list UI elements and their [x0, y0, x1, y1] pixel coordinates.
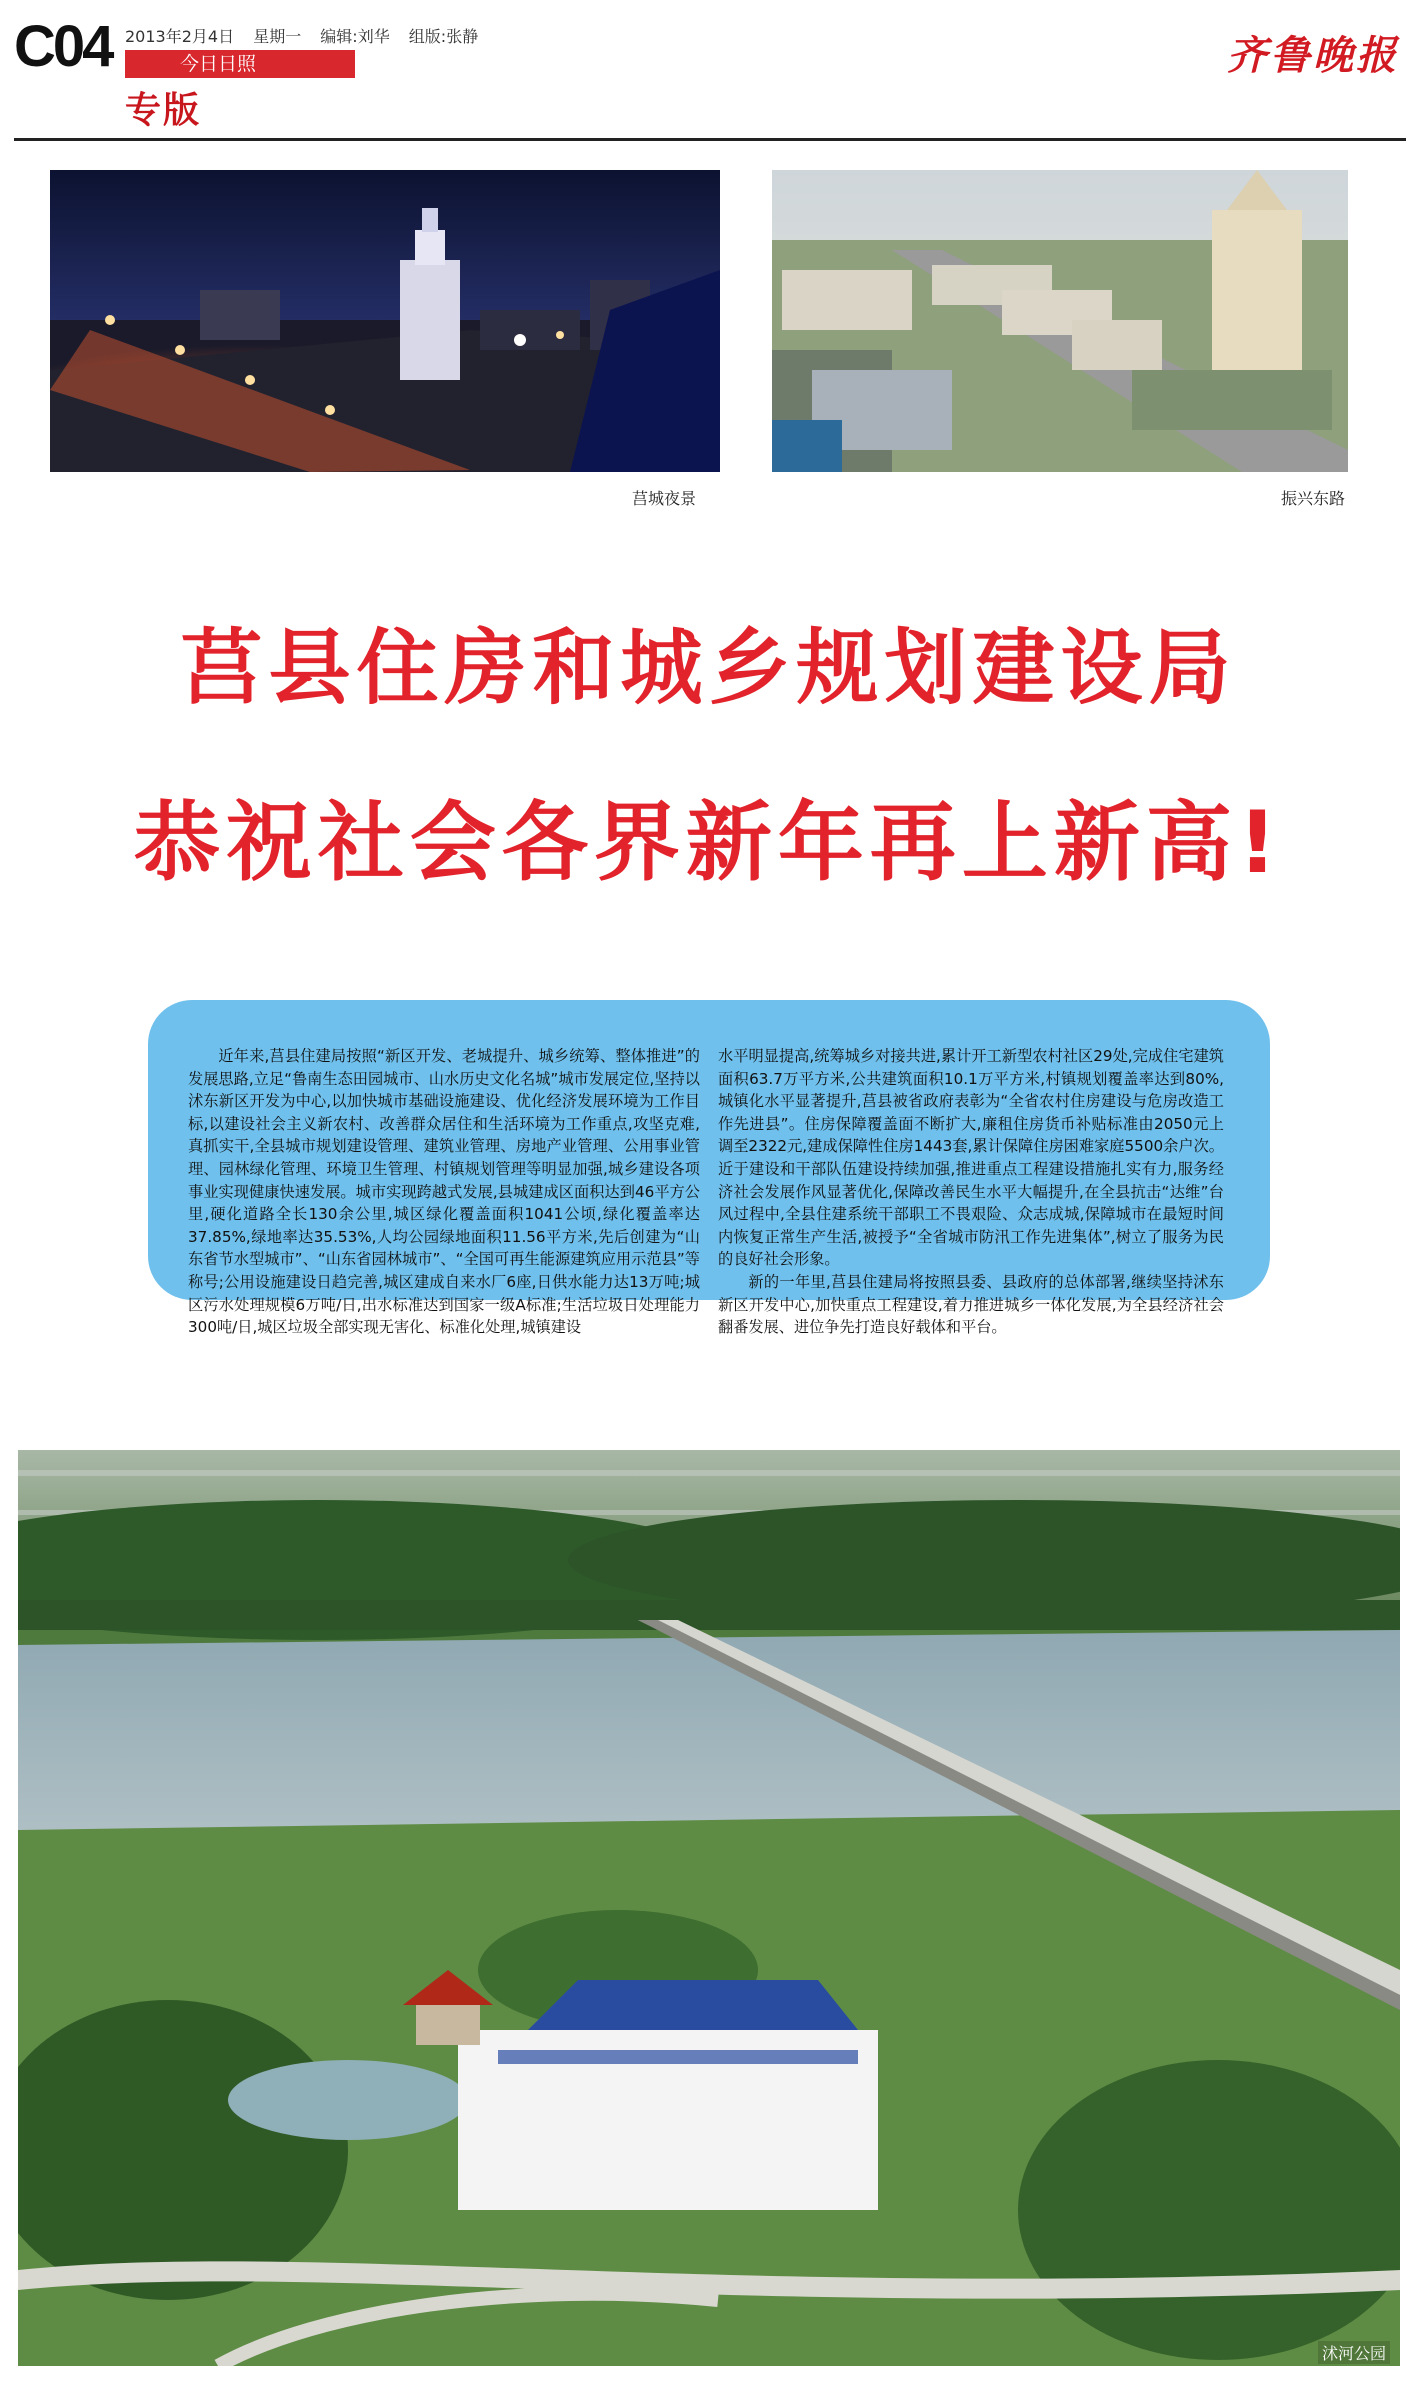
issue-weekday: 星期一 [253, 27, 302, 46]
photo-caption-park: 沭河公园 [1318, 2341, 1390, 2364]
article-paragraph: 近年来,莒县住建局按照“新区开发、老城提升、城乡统筹、整体推进”的发展思路,立足“鲁南生态田园城市、山水历史文化名城”城市发展定位,坚持以沭东新区开发为中心,以加快城市基础设施建设、优化经济发展环境为工作目标,以建设社会主义新农村、改善群众居住和生活环境为工作重点,攻坚克难,真抓实干,全县城市规划建设管理、建筑业管理、房地产业管理、公用事业管理、园林绿化管理、环境卫生管理、村镇规划管理等明显加强,城乡建设各项事业实现健康快速发展。城市实现跨越式发展,县城建成区面积达到46平方公里,硬化道路全长130余公里,城区绿化覆盖面积1041公顷,绿化覆盖率达37.85%,绿地率达35.53%,人均公园绿地面积11.56平方米,先后创建为“山东省节水型城市”、“山东省园林城市”、“全国可再生能源建筑应用示范县”等称号;公用设施建设日趋完善,城区建成自来水厂6座,日供水能力达13万吨;城区污水处理规模6万吨/日,出水标准达到国家一级A标准;生活垃圾日处理能力300吨/日,城区垃圾全部实现无害化、标准化处理,城镇建设 [188, 1047, 700, 1337]
night-city-image [50, 170, 720, 472]
road-aerial-photo [772, 170, 1348, 472]
editor-credit: 编辑:刘华 [320, 27, 390, 46]
article-column-1 [188, 1045, 700, 1339]
night-city-photo [50, 170, 720, 472]
edition-tag: 今日日照 [125, 50, 355, 78]
river-park-image [18, 1450, 1400, 2366]
road-aerial-image [772, 170, 1348, 472]
article-column-2 [718, 1045, 1224, 1339]
issue-date: 2013年2月4日 [125, 27, 235, 46]
headline-line-2: 恭祝社会各界新年再上新高! [133, 793, 1284, 893]
newspaper-masthead: 齐鲁晚报 [1227, 32, 1399, 79]
river-park-photo [18, 1450, 1400, 2366]
article-paragraph: 水平明显提高,统筹城乡对接共进,累计开工新型农村社区29处,完成住宅建筑面积63.7万平方米,公共建筑面积10.1万平方米,村镇规划覆盖率达到80%,城镇化水平显著提升,莒县被省政府表彰为“全省农村住房建设与危房改造工作先进县”。住房保障覆盖面不断扩大,廉租住房货币补贴标准由2050元上调至2322元,建成保障性住房1443套,累计保障住房困难家庭5500余户次。近于建设和干部队伍建设持续加强,推进重点工程建设措施扎实有力,服务经济社会发展作风显著优化,保障改善民生水平大幅提升,在全县抗击“达维”台风过程中,全县住建系统干部职工不畏艰险、众志成城,保障城市在最短时间内恢复正常生产生活,被授予“全省城市防汛工作先进集体”,树立了服务为民的良好社会形象。 [718, 1047, 1224, 1269]
page-number: C04 [14, 14, 112, 79]
section-title: 专版 [125, 90, 202, 131]
photo-caption-road: 振兴东路 [1281, 489, 1346, 508]
issue-meta [125, 24, 492, 47]
photo-caption-night: 莒城夜景 [632, 489, 697, 508]
header-divider [14, 138, 1406, 141]
headline-line-1: 莒县住房和城乡规划建设局 [180, 621, 1237, 716]
layout-credit: 组版:张静 [408, 27, 479, 46]
article-paragraph: 新的一年里,莒县住建局将按照县委、县政府的总体部署,继续坚持沭东新区开发中心,加快重点工程建设,着力推进城乡一体化发展,为全县经济社会翻番发展、进位争先打造良好载体和平台。 [718, 1272, 1224, 1337]
